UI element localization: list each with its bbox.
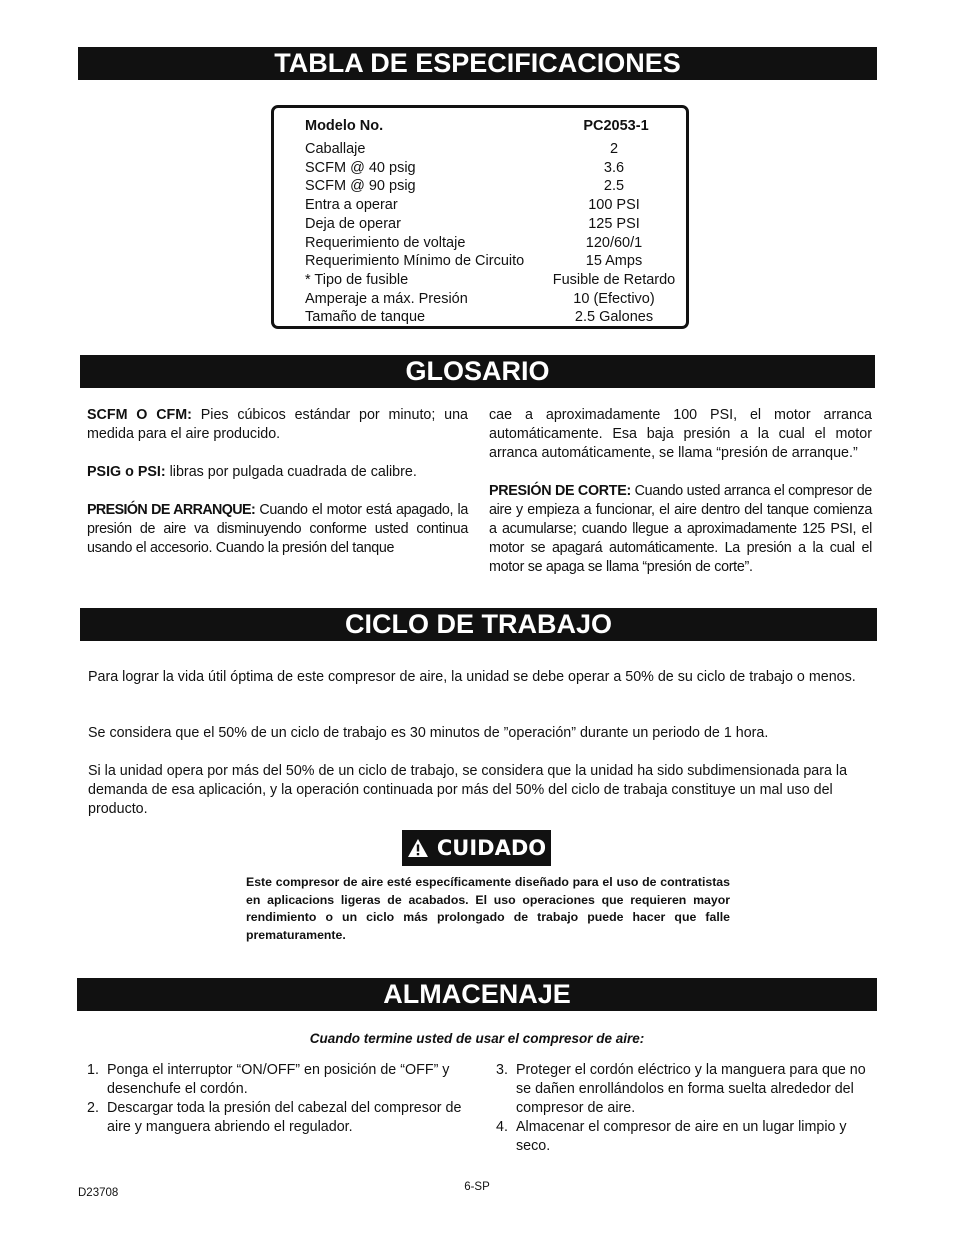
list-item <box>496 1118 874 1156</box>
glossary-definition: Cuando el motor está apagado, la presión de aire va disminuyendo conforme usted continua usando el accesorio. Cuando la presión del tanque <box>87 502 468 556</box>
spec-label: Tamaño de tanque <box>305 309 426 326</box>
glossary-definition-continued: cae a aproximadamente 100 PSI, el motor arranca automáticamente. Esa baja presión a la cual el motor arranca automáticamente, se llama “presión de arranque.” <box>489 407 872 461</box>
spec-value: 125 PSI <box>588 215 640 232</box>
specs-section-title: TABLA DE ESPECIFICACIONES <box>78 47 877 80</box>
glossary-definition: Cuando usted arranca el compresor de aire y empieza a funcionar, el aire dentro del tanque comienza a acumularse; cuando llegue a aproximadamente 125 PSI, el motor se apagará automáticamente. La presión a la cual el motor se apaga se llama “presión de corte”. <box>489 483 872 575</box>
list-item-text: Ponga el interruptor “ON/OFF” en posición de “OFF” y desenchufe el cordón. <box>107 1062 450 1097</box>
spec-value: 2.5 <box>603 178 625 195</box>
ciclo-paragraph-3: Si la unidad opera por más del 50% de un ciclo de trabajo, se considera que la unidad ha sido subdimensionada para la demanda de esa aplicación, y la operación continuada por más del 50% del ciclo de trabaja constituye un mal uso del producto. <box>88 763 848 817</box>
almacenaje-list-left <box>87 1061 465 1137</box>
list-item <box>496 1061 874 1118</box>
list-item-text: Descargar toda la presión del cabezal del compresor de aire y manguera abriendo el regulador. <box>107 1100 462 1135</box>
specs-header-value: PC2053-1 <box>583 118 649 134</box>
almacenaje-section-title: ALMACENAJE <box>77 978 877 1011</box>
spec-label: Requerimiento de voltaje <box>305 234 466 251</box>
almacenaje-subtitle: Cuando termine usted de usar el compresor de aire: <box>309 1031 645 1046</box>
glossary-definition: libras por pulgada cuadrada de calibre. <box>165 464 417 480</box>
spec-value: 2.5 Galones <box>574 309 654 326</box>
list-item-text: Proteger el cordón eléctrico y la manguera para que no se dañen enrollándolos en forma suelta alrededor del compresor de aire. <box>516 1062 866 1116</box>
spec-value: 2 <box>609 141 619 157</box>
spec-value: 120/60/1 <box>585 234 643 251</box>
glossary-term: SCFM O CFM: <box>87 407 192 423</box>
spec-label: SCFM @ 40 psig <box>305 159 416 176</box>
caution-text: Este compresor de aire esté específicamente diseñado para el uso de contratistas en aplicacions ligeras de acabados. El uso operaciones que requieren mayor rendimiento o un ciclo más prolongado de trabajo puede hacer que falle prematuramente. <box>246 875 730 942</box>
list-item-number: 3. <box>496 1062 508 1078</box>
glossary-entry-corte <box>489 482 872 577</box>
list-item-number: 4. <box>496 1119 508 1135</box>
list-item <box>87 1061 465 1099</box>
glossary-definition: Pies cúbicos estándar por minuto; una medida para el aire producido. <box>87 407 468 442</box>
spec-value: 10 (Efectivo) <box>573 290 655 307</box>
ciclo-paragraph-1: Para lograr la vida útil óptima de este compresor de aire, la unidad se debe operar a 50% de su ciclo de trabajo o menos. <box>88 669 856 685</box>
specs-header-label: Modelo No. <box>305 118 384 134</box>
list-item-number: 1. <box>87 1062 99 1078</box>
ciclo-paragraph-2: Se considera que el 50% de un ciclo de trabajo es 30 minutos de ”operación” durante un periodo de 1 hora. <box>88 725 769 741</box>
list-item <box>87 1099 465 1137</box>
glossary-term: PRESIÓN DE ARRANQUE: <box>87 502 256 518</box>
list-item-number: 2. <box>87 1100 99 1116</box>
spec-value: 15 Amps <box>585 253 643 270</box>
list-item-text: Almacenar el compresor de aire en un lugar limpio y seco. <box>516 1119 847 1154</box>
warning-triangle-icon <box>407 838 429 858</box>
glossary-entry-psig <box>87 463 468 482</box>
glossary-term: PRESIÓN DE CORTE: <box>489 483 631 499</box>
specs-table <box>271 105 689 329</box>
caution-banner <box>402 830 551 866</box>
spec-label: Amperaje a máx. Presión <box>305 290 468 307</box>
spec-value: 3.6 <box>603 159 625 176</box>
spec-label: Caballaje <box>305 141 366 157</box>
glossary-entry-scfm <box>87 406 468 444</box>
spec-value: 100 PSI <box>588 197 640 214</box>
glossary-entry-arranque <box>87 501 468 558</box>
spec-label: SCFM @ 90 psig <box>305 178 416 195</box>
glosario-left-column <box>87 406 468 558</box>
spec-label: Deja de operar <box>305 215 401 232</box>
spec-label: Requerimiento Mínimo de Circuito <box>305 253 525 270</box>
spec-label: Entra a operar <box>305 197 398 214</box>
document-code: D23708 <box>78 1187 119 1199</box>
spec-label: * Tipo de fusible <box>305 271 409 288</box>
page-number: 6-SP <box>464 1181 490 1193</box>
glossary-term: PSIG o PSI: <box>87 464 166 480</box>
spec-value: Fusible de Retardo <box>552 271 676 288</box>
ciclo-section-title: CICLO DE TRABAJO <box>80 608 877 641</box>
glosario-section-title: GLOSARIO <box>80 355 875 388</box>
caution-label: CUIDADO <box>436 836 547 860</box>
almacenaje-list-right <box>496 1061 874 1156</box>
glosario-right-column <box>489 406 872 577</box>
